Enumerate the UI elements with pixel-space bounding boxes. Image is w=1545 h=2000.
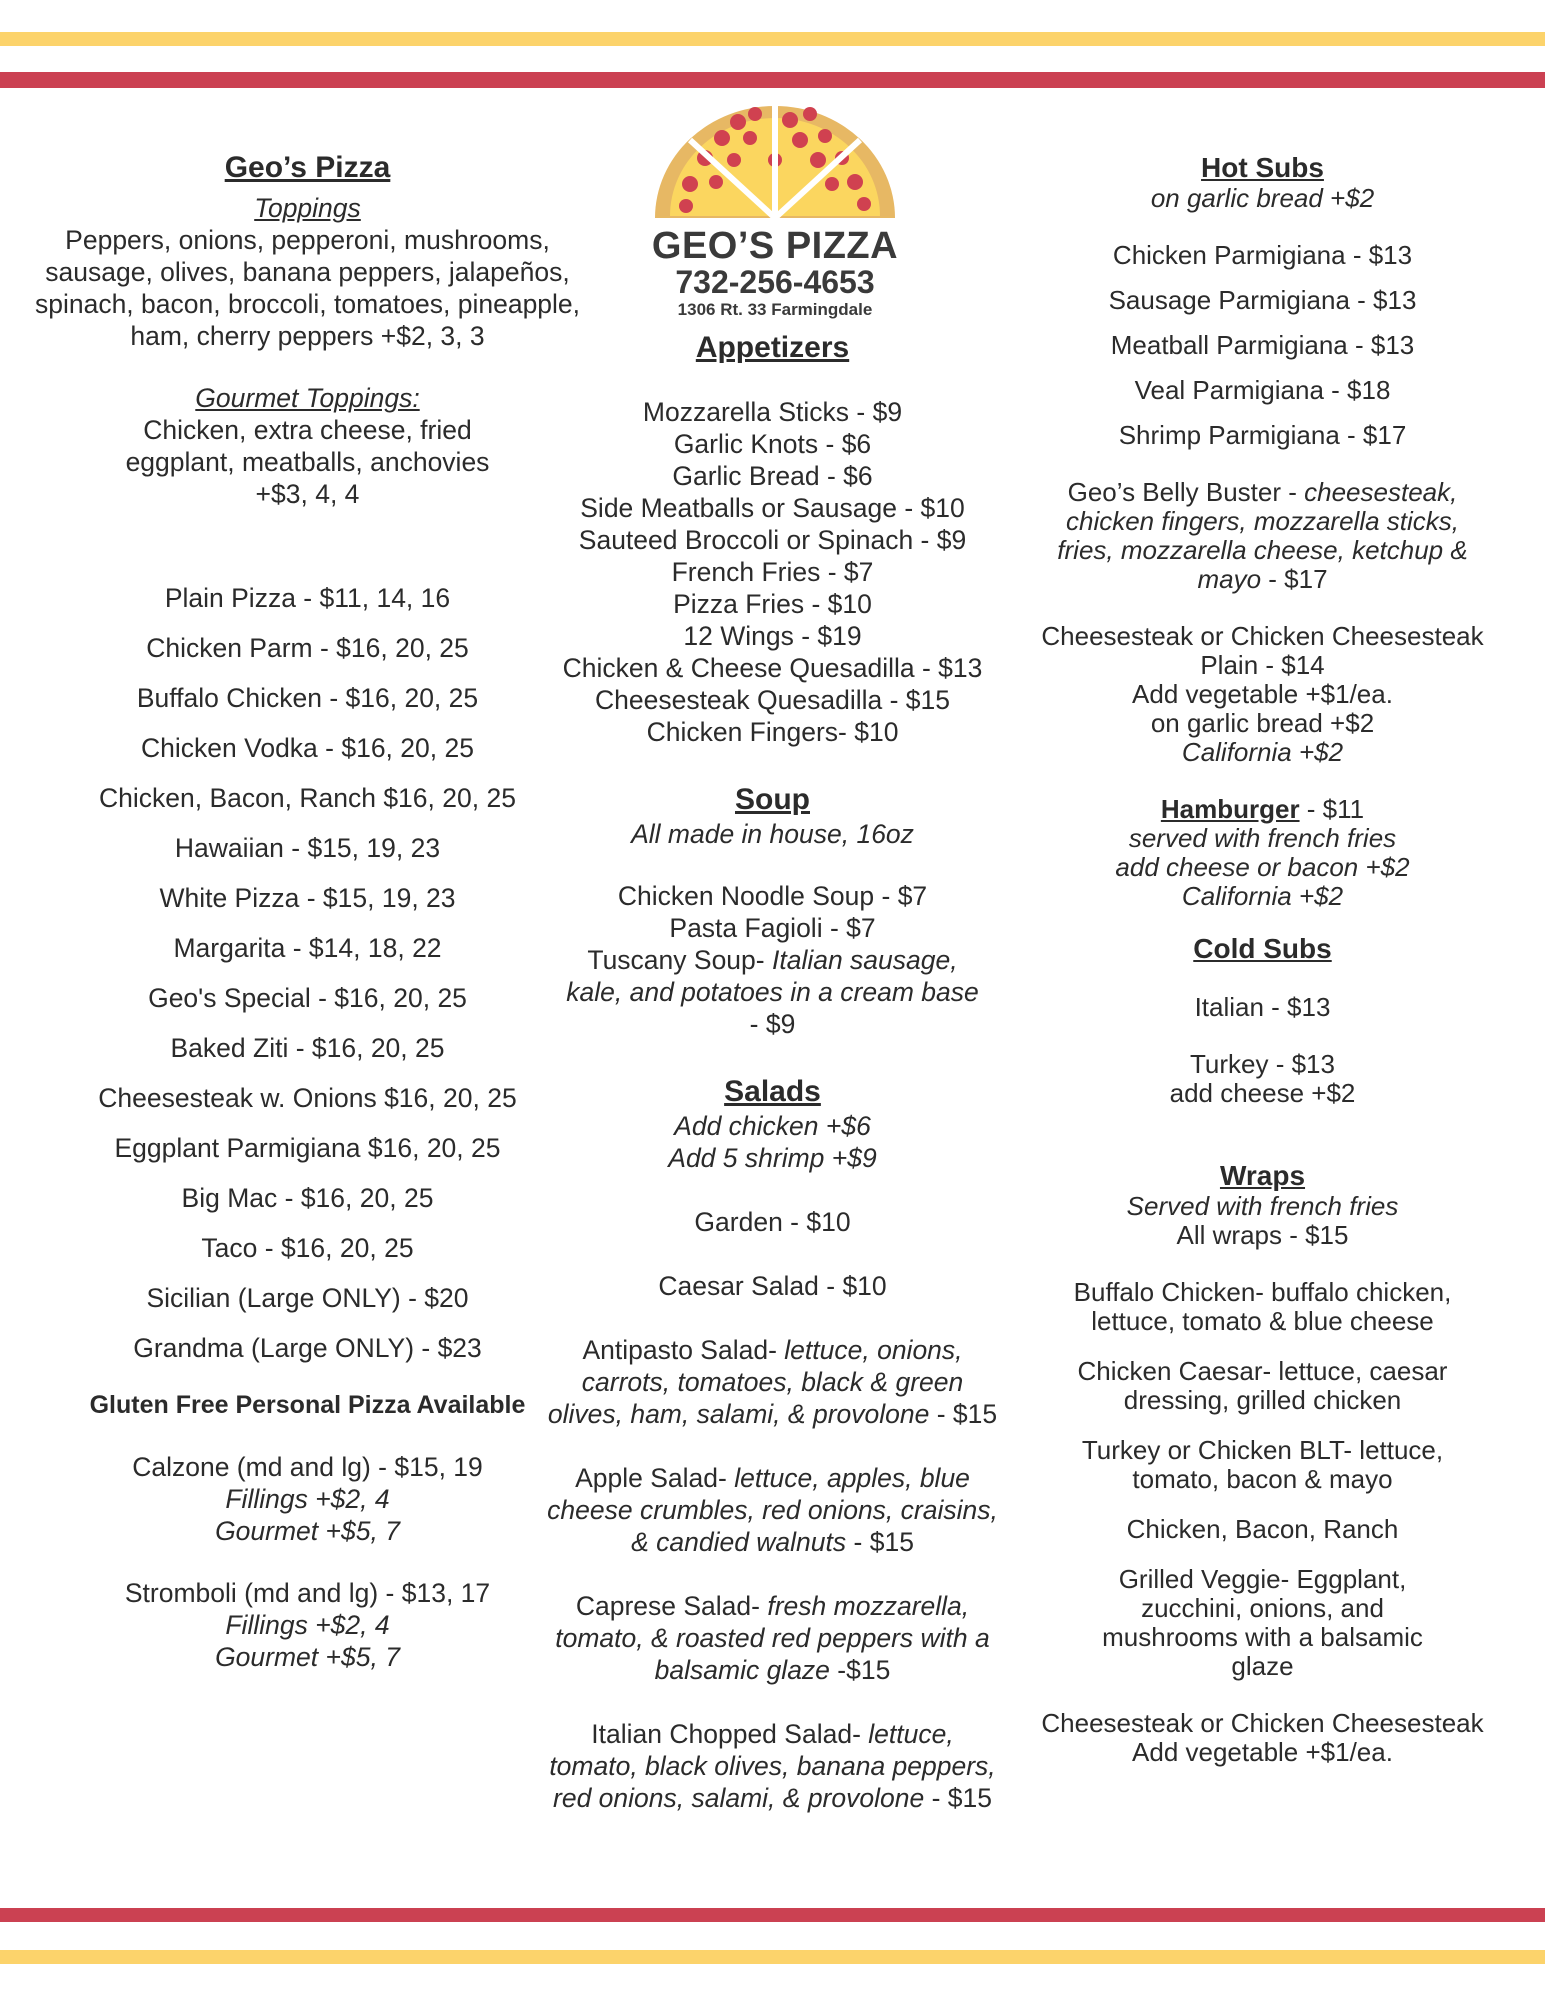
calzone-name: Calzone (md and lg) - $15, 19: [132, 1452, 483, 1482]
caesar-salad: Caesar Salad - $10: [658, 1271, 887, 1301]
gluten-free-note: Gluten Free Personal Pizza Available: [89, 1391, 526, 1419]
toppings-text: Peppers, onions, pepperoni, mushrooms, sausage, olives, banana peppers, jalapeños, spinach, bacon, broccoli, tomatoes, pineapple, ham, cherry peppers +$2, 3, 3: [34, 225, 581, 351]
appetizer-item: Garlic Knots - $6: [673, 429, 872, 459]
pizza-column: [30, 150, 585, 1673]
bottom-red-stripe: [0, 1908, 1545, 1922]
hamburger-block: [1030, 795, 1495, 911]
hamburger-name: Hamburger: [1160, 794, 1300, 824]
top-yellow-stripe: [0, 32, 1545, 46]
belly-buster-name: Geo’s Belly Buster -: [1067, 477, 1297, 507]
soup-list: [545, 880, 1000, 944]
pizza-item: White Pizza - $15, 19, 23: [159, 883, 456, 913]
cheesesteak-california: California +$2: [1181, 737, 1344, 767]
salads-note-shrimp: Add 5 shrimp +$9: [668, 1143, 877, 1173]
hot-subs-list: [1030, 241, 1495, 450]
wraps-list: [1030, 1278, 1495, 1681]
logo-address: 1306 Rt. 33 Farmingdale: [677, 300, 873, 319]
appetizer-item: Side Meatballs or Sausage - $10: [580, 493, 965, 523]
hamburger-cheese-note: add cheese or bacon +$2: [1115, 852, 1410, 882]
belly-buster-price: - $17: [1268, 564, 1328, 594]
tuscany-price: - $9: [749, 1009, 796, 1039]
cheesesteak-price: Plain - $14: [1200, 650, 1325, 680]
appetizer-list: [545, 396, 1000, 748]
appetizer-item: Chicken Fingers- $10: [646, 717, 899, 747]
pizza-item: Margarita - $14, 18, 22: [173, 933, 442, 963]
toppings-label: Toppings: [254, 193, 361, 223]
caprese-salad: [545, 1590, 1000, 1686]
soup-note: All made in house, 16oz: [631, 819, 914, 849]
hot-subs-note: on garlic bread +$2: [1150, 183, 1375, 213]
caprese-desc: fresh mozzarella, tomato, & roasted red peppers with a balsamic glaze: [555, 1591, 990, 1685]
wrap-item: Chicken, Bacon, Ranch: [1126, 1514, 1399, 1544]
calzone-gourmet: Gourmet +$5, 7: [215, 1516, 400, 1546]
hamburger-line: [1030, 795, 1495, 824]
appetizers-title: Appetizers: [695, 331, 850, 364]
pizza-item: Buffalo Chicken - $16, 20, 25: [136, 683, 479, 713]
appetizer-item: Cheesesteak Quesadilla - $15: [594, 685, 951, 715]
antipasto-price: - $15: [936, 1399, 998, 1429]
wraps-title: Wraps: [1219, 1160, 1306, 1191]
appetizer-item: Chicken & Cheese Quesadilla - $13: [562, 653, 983, 683]
cheesesteak-block: [1030, 622, 1495, 767]
soup-title: Soup: [735, 783, 810, 816]
pizza-item: Chicken Parm - $16, 20, 25: [146, 633, 469, 663]
chopped-name: Italian Chopped Salad-: [591, 1719, 861, 1749]
stromboli-fillings: Fillings +$2, 4: [225, 1610, 390, 1640]
tuscany-desc: Italian sausage, kale, and potatoes in a cream base: [566, 945, 979, 1007]
soup-item: Pasta Fagioli - $7: [669, 913, 876, 943]
wrap-item: Turkey or Chicken BLT- lettuce, tomato, bacon & mayo: [1081, 1435, 1444, 1494]
hot-subs-title: Hot Subs: [1201, 152, 1324, 183]
tuscany-name: Tuscany Soup-: [587, 945, 765, 975]
pizza-title: Geo’s Pizza: [224, 151, 391, 184]
pizza-list: [30, 582, 585, 1364]
chopped-price: - $15: [931, 1783, 992, 1813]
middle-column: [545, 330, 1000, 1814]
pizza-item: Big Mac - $16, 20, 25: [181, 1183, 434, 1213]
pizza-item: Hawaiian - $15, 19, 23: [174, 833, 441, 863]
logo-name: GEO’S PIZZA: [651, 225, 899, 267]
appetizer-item: 12 Wings - $19: [683, 621, 862, 651]
appetizer-item: Mozzarella Sticks - $9: [642, 397, 903, 427]
gourmet-text: Chicken, extra cheese, fried eggplant, meatballs, anchovies +$3, 4, 4: [125, 415, 490, 509]
wrap-item: Chicken Caesar- lettuce, caesar dressing, grilled chicken: [1077, 1356, 1448, 1415]
apple-name: Apple Salad-: [575, 1463, 727, 1493]
logo: [645, 100, 905, 322]
calzone-block: [30, 1451, 585, 1547]
italian-chopped-salad: [545, 1718, 1000, 1814]
wrap-item: Buffalo Chicken- buffalo chicken, lettuce, tomato & blue cheese: [1073, 1277, 1452, 1336]
hamburger-california-note: California +$2: [1181, 881, 1344, 911]
pizza-item: Eggplant Parmigiana $16, 20, 25: [114, 1133, 501, 1163]
tuscany-soup: [545, 944, 1000, 1040]
hot-sub-item: Veal Parmigiana - $18: [1134, 375, 1391, 405]
appetizer-item: Garlic Bread - $6: [672, 461, 873, 491]
apple-salad: [545, 1462, 1000, 1558]
wrap-cheesesteak-name: Cheesesteak or Chicken Cheesesteak: [1041, 1708, 1484, 1738]
wraps-price: All wraps - $15: [1176, 1220, 1349, 1250]
wrap-cheesesteak-vegetable: Add vegetable +$1/ea.: [1132, 1737, 1393, 1767]
caprese-price: -$15: [837, 1655, 891, 1685]
wrap-item: Grilled Veggie- Eggplant, zucchini, onions, and mushrooms with a balsamic glaze: [1102, 1564, 1423, 1681]
apple-price: - $15: [853, 1527, 914, 1557]
hot-sub-item: Chicken Parmigiana - $13: [1112, 240, 1413, 270]
garden-salad: Garden - $10: [694, 1207, 851, 1237]
salads-title: Salads: [724, 1075, 821, 1108]
apple-desc: lettuce, apples, blue cheese crumbles, red onions, craisins, & candied walnuts: [547, 1463, 998, 1557]
wraps-note: Served with french fries: [1126, 1191, 1399, 1221]
hot-sub-item: Meatball Parmigiana - $13: [1110, 330, 1415, 360]
hot-sub-item: Shrimp Parmigiana - $17: [1118, 420, 1407, 450]
appetizer-item: Sauteed Broccoli or Spinach - $9: [578, 525, 967, 555]
antipasto-name: Antipasto Salad-: [582, 1335, 777, 1365]
cold-sub-turkey: Turkey - $13: [1190, 1049, 1335, 1079]
pizza-item: Chicken Vodka - $16, 20, 25: [141, 733, 474, 763]
cheesesteak-garlic-bread: on garlic bread +$2: [1150, 708, 1375, 738]
top-red-stripe: [0, 72, 1545, 88]
pizza-item: Baked Ziti - $16, 20, 25: [170, 1033, 445, 1063]
antipasto-salad: [545, 1334, 1000, 1430]
pizza-icon: [650, 100, 900, 220]
soup-item: Chicken Noodle Soup - $7: [617, 881, 928, 911]
antipasto-desc: lettuce, onions, carrots, tomatoes, black & green olives, ham, salami, & provolone: [547, 1335, 964, 1429]
cheesesteak-vegetable: Add vegetable +$1/ea.: [1132, 679, 1393, 709]
pizza-item: Cheesesteak w. Onions $16, 20, 25: [98, 1083, 517, 1113]
pizza-item: Chicken, Bacon, Ranch $16, 20, 25: [99, 783, 516, 813]
pizza-item: Plain Pizza - $11, 14, 16: [164, 583, 451, 613]
hamburger-fries-note: served with french fries: [1128, 823, 1397, 853]
pizza-item: Grandma (Large ONLY) - $23: [133, 1333, 482, 1363]
cold-sub-italian: Italian - $13: [1194, 992, 1331, 1022]
hot-sub-item: Sausage Parmigiana - $13: [1108, 285, 1417, 315]
stromboli-block: [30, 1577, 585, 1673]
pizza-item: Sicilian (Large ONLY) - $20: [146, 1283, 469, 1313]
gourmet-label: Gourmet Toppings:: [195, 383, 420, 413]
appetizer-item: French Fries - $7: [671, 557, 874, 587]
belly-buster-desc: cheesesteak, chicken fingers, mozzarella sticks, fries, mozzarella cheese, ketchup & mayo: [1057, 477, 1468, 594]
appetizer-item: Pizza Fries - $10: [673, 589, 872, 619]
cheesesteak-name: Cheesesteak or Chicken Cheesesteak: [1041, 621, 1484, 651]
belly-buster: [1030, 478, 1495, 594]
calzone-fillings: Fillings +$2, 4: [225, 1484, 390, 1514]
stromboli-name: Stromboli (md and lg) - $13, 17: [124, 1578, 491, 1608]
salads-note-chicken: Add chicken +$6: [674, 1111, 871, 1141]
logo-phone: 732-256-4653: [675, 264, 875, 300]
caprese-name: Caprese Salad-: [575, 1591, 760, 1621]
cold-subs-title: Cold Subs: [1193, 933, 1332, 964]
subs-column: [1030, 152, 1495, 1767]
pizza-item: Taco - $16, 20, 25: [201, 1233, 414, 1263]
bottom-yellow-stripe: [0, 1950, 1545, 1964]
hamburger-price: - $11: [1306, 794, 1365, 824]
wrap-cheesesteak-block: [1030, 1709, 1495, 1767]
stromboli-gourmet: Gourmet +$5, 7: [215, 1642, 400, 1672]
chopped-desc: lettuce, tomato, black olives, banana peppers, red onions, salami, & provolone: [549, 1719, 996, 1813]
pizza-item: Geo's Special - $16, 20, 25: [148, 983, 467, 1013]
cold-sub-turkey-note: add cheese +$2: [1169, 1078, 1356, 1108]
